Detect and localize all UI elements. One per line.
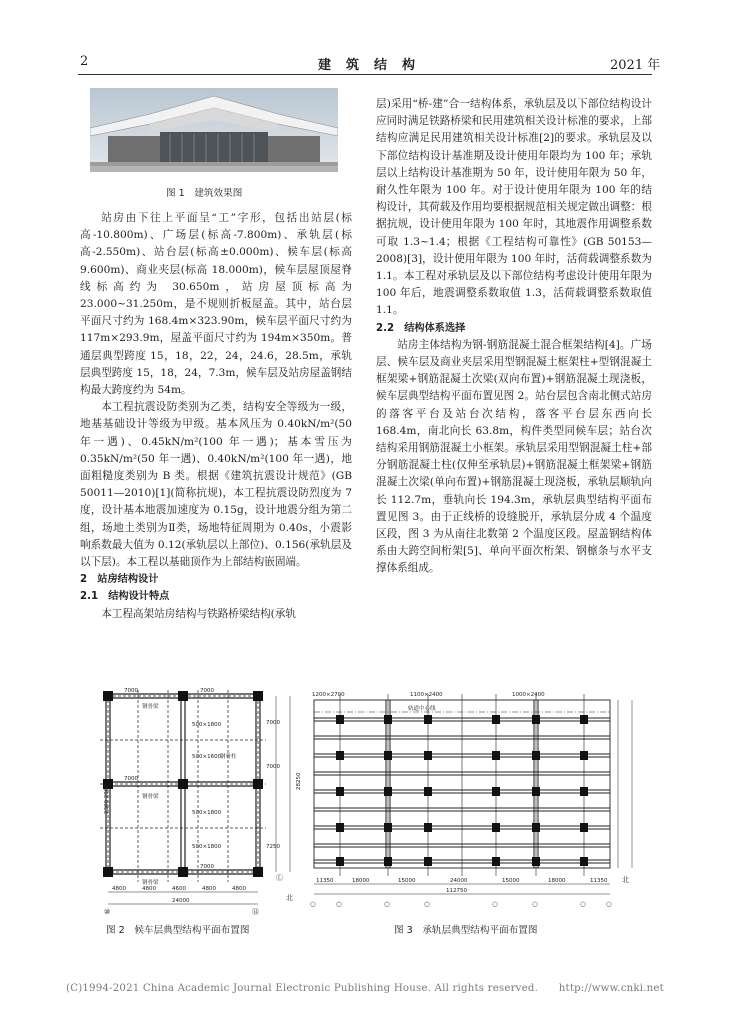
fig3-bottom-dim: 24000 <box>450 878 468 884</box>
fig2-bottom-dim: 4600 <box>172 886 186 892</box>
figure3-caption: 图 3 承轨层典型结构平面布置图 <box>394 925 538 936</box>
fig3-bottom-dim: 11350 <box>590 878 608 884</box>
fig3-bottom-total: 112750 <box>446 888 467 894</box>
fig2-section-label: 500×1600 <box>192 754 222 760</box>
fig3-axis-bubble: ○ <box>424 900 430 908</box>
paragraph: 本工程抗震设防类别为乙类，结构安全等级为一级，地基基础设计等级为甲级。基本风压为 0.40kN/m²(50 年一遇)、0.45kN/m²(100 年一遇)；基本雪压为 0.35kN/m²(50 年一遇)、0.40kN/m²(100 年一遇)，地面粗糙度类别为 B 类。根据《建筑抗震设计规范》(GB 50011—2010)[1](简称抗规)，本工程抗震设防烈度为 7 度，设计基本地震加速度为 0.15g，设计地震分组为第二组，场地土类别为Ⅱ类，场地特征周期为 0.40s，小震影响系数最大值为 0.12(承轨层以上部位)、0.156(承轨层及以下层)。本工程以基础顶作为上部结构嵌固端。 <box>80 401 352 569</box>
figure3-plan <box>306 688 652 916</box>
fig2-column-label: 钢骨柱 <box>220 754 237 760</box>
fig2-section-label: 500×1800 <box>192 722 222 728</box>
section-heading: 2 站房结构设计 <box>80 574 159 586</box>
fig2-bottom-total: 24000 <box>172 898 190 904</box>
fig2-right-dim: 7000 <box>266 720 280 726</box>
fig2-span-label: 7000 <box>200 864 214 870</box>
fig2-axis-label: ⑩ <box>104 908 111 916</box>
fig2-span-label: 7000 <box>200 688 214 694</box>
paragraph: 站房主体结构为钢-钢筋混凝土混合框架结构[4]。广场层、候车层及商业夹层采用型钢混凝土框架柱+型钢混凝土框架梁+钢筋混凝土次梁(双向布置)+钢筋混凝土现浇板，候车层典型结构平面布置见图 2。站台层包含南北侧式站房的落客平台及站台次结构，落客平台层东西向长 168.4m，南北向长 63.8m，构件类型同候车层；站台次结构采用钢筋混凝土小框架。承轨层采用型钢混凝土柱+部分钢筋混凝土柱(仅伸至承轨层)+钢筋混凝土框架梁+钢筋混凝土次梁(单向布置)+钢筋混凝土现浇板，承轨层顺轨向长 112.7m，垂轨向长 194.3m，承轨层典型结构平面布置见图 3。由于正线桥的设缝脱开，承轨层分成 4 个温度区段，图 3 为从南往北数第 2 个温度区段。屋盖钢结构体系由大跨空间桁架[5]、单向平面次桁架、钢檩条与水平支撑体系组成。 <box>376 338 652 575</box>
fig2-beam-label: 钢骨梁 <box>142 880 159 886</box>
journal-title: 建 筑 结 构 <box>318 58 417 73</box>
fig2-left-dims: 2300 2900 <box>104 784 110 814</box>
paragraph: 层)采用“桥-建”合一结构体系，承轨层及以下部位结构设计应同时满足铁路桥梁和民用建筑相关设计标准的要求，上部结构应满足民用建筑相关设计标准[2]的要求。承轨层及以下部位结构设计基准期及设计使用年限均为 100 年；承轨层以上结构设计基准期为 50 年，设计使用年限为 50 年，耐久性年限为 100 年。对于设计使用年限为 100 年的结构设计，其荷载及作用均要根据规范相关规定做出调整：根据抗规，设计使用年限为 100 年时，其地震作用调整系数可取 1.3~1.4；根据《工程结构可靠性》(GB 50153—2008)[3]，设计使用年限为 100 年时，活荷载调整系数为 1.1。本工程对承轨层及以下部位结构考虑设计使用年限为 100 年后，地震调整系数取值 1.3，活荷载调整系数取值 1.1。 <box>376 98 652 317</box>
fig3-axis-bubble: ○ <box>336 900 342 908</box>
copyright-footer: (C)1994-2021 China Academic Journal Electronic Publishing House. All rights reserved. http://www.cnki.net <box>66 983 664 994</box>
section-heading: 2.1 结构设计特点 <box>80 591 170 603</box>
fig2-right-dim: 7250 <box>266 844 280 850</box>
fig2-north-label: 北 <box>286 894 293 902</box>
fig3-bottom-dim: 15000 <box>398 878 416 884</box>
fig3-axis-bubble: ○ <box>492 900 498 908</box>
figure1-caption: 图 1 建筑效果图 <box>166 188 243 199</box>
fig2-right-total: 28250 <box>296 772 302 790</box>
header-rule <box>78 74 652 75</box>
fig3-axis-bubble: ○ <box>310 900 316 908</box>
fig3-beam-label: 1100×2400 <box>410 692 443 698</box>
fig2-span-label: 7000 <box>124 688 138 694</box>
fig2-beam-label: 钢骨梁 <box>142 704 159 710</box>
fig3-bottom-dim: 11350 <box>316 878 334 884</box>
section-heading: 2.2 结构体系选择 <box>376 322 466 334</box>
fig2-bottom-dim: 4800 <box>112 886 126 892</box>
figure1-render-image <box>90 88 338 172</box>
fig2-section-label: 500×1800 <box>192 844 222 850</box>
fig3-beam-label: 1200×2700 <box>312 692 345 698</box>
fig2-right-dim: 7000 <box>266 764 280 770</box>
fig3-bottom-dim: 18000 <box>548 878 566 884</box>
fig3-axis-bubble: ○ <box>606 900 612 908</box>
fig3-north-label: 北 <box>622 876 629 884</box>
figure2-caption: 图 2 候车层典型结构平面布置图 <box>106 925 250 936</box>
fig2-bottom-dim: 4800 <box>202 886 216 892</box>
fig2-bottom-dim: 4800 <box>142 886 156 892</box>
fig3-beam-label: 1000×2400 <box>512 692 545 698</box>
fig2-bottom-dim: 4800 <box>232 886 246 892</box>
fig2-axis-label: ⑭ <box>252 908 259 916</box>
fig3-axis-bubble: ○ <box>384 900 390 908</box>
fig3-axis-bubble: ○ <box>532 900 538 908</box>
right-column <box>376 96 652 578</box>
figure2-plan <box>80 688 306 916</box>
fig3-bottom-dim: 18000 <box>352 878 370 884</box>
fig2-span-label: 7000 <box>124 776 138 782</box>
fig3-track-label: 轨道中心线 <box>408 706 436 712</box>
paragraph: 站房由下往上平面呈“工”字形，包括出站层(标高-10.800m)、广场层(标高-7.800m)、承轨层(标高-2.550m)、站台层(标高±0.000m)、候车层(标高 9.600m)、商业夹层(标高 18.000m)，候车层屋顶屋脊线标高约为 30.650m，站房屋顶标高为 23.000~31.250m，是不规则折板屋盖。其中，站台层平面尺寸约为 168.4m×323.90m，候车层平面尺寸约为 117m×293.9m，屋盖平面尺寸约为 194m×350m。普通层典型跨度 15，18，22，24，24.6，28.5m，承轨层典型跨度 15，18，24，7.3m，候车层及站房屋盖钢结构最大跨度约为 54m。 <box>80 212 352 397</box>
fig3-axis-bubble: ○ <box>580 900 586 908</box>
page-number: 2 <box>80 54 89 69</box>
fig2-section-label: 500×1800 <box>192 810 222 816</box>
fig3-bottom-dim: 15000 <box>502 878 520 884</box>
year: 2021 年 <box>610 58 661 73</box>
fig2-axis-label: Ⓛ <box>276 874 283 882</box>
fig2-beam-label: 钢骨梁 <box>142 794 159 800</box>
paragraph: 本工程高架站房结构与铁路桥梁结构(承轨 <box>101 607 297 620</box>
left-column <box>80 210 352 623</box>
